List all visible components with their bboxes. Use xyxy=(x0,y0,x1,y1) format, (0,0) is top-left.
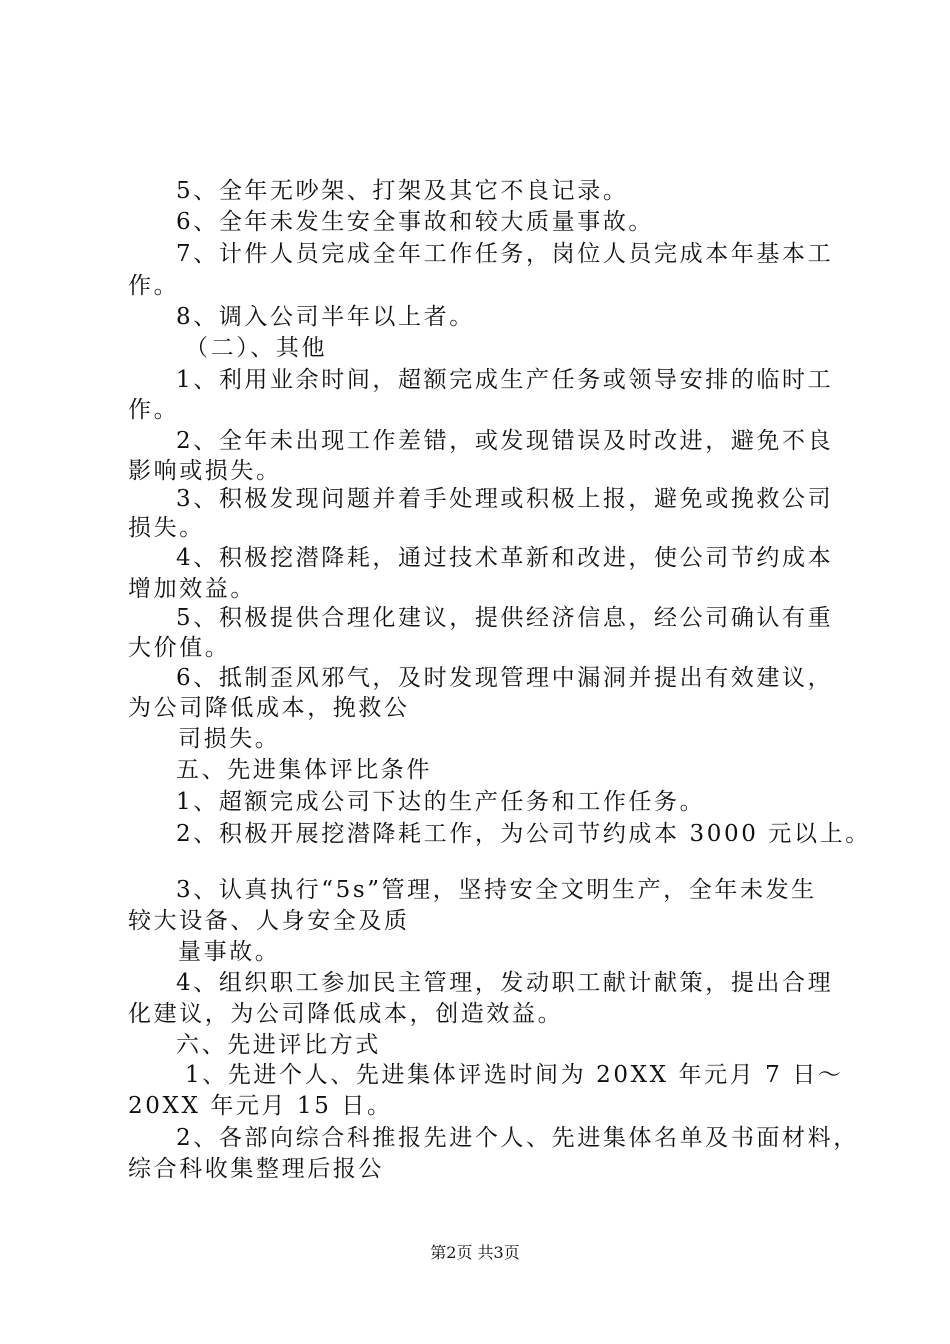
text-line: 4、积极挖潜降耗，通过技术革新和改进，使公司节约成本 xyxy=(176,545,834,571)
text-line: 5、积极提供合理化建议，提供经济信息，经公司确认有重 xyxy=(176,605,834,631)
page-number: 第2页 共3页 xyxy=(430,1243,520,1262)
text-line: 量事故。 xyxy=(178,939,281,965)
text-line: 1、先进个人、先进集体评选时间为 20XX 年元月 7 日～ xyxy=(185,1062,844,1088)
text-line: 2、各部向综合科推报先进个人、先进集体名单及书面材料， xyxy=(176,1125,859,1151)
text-line: 7、计件人员完成全年工作任务，岗位人员完成本年基本工 xyxy=(176,241,834,267)
text-line: 司损失。 xyxy=(178,726,281,752)
text-line: 20XX 年元月 15 日。 xyxy=(128,1093,393,1119)
section-heading: 六、先进评比方式 xyxy=(176,1032,381,1058)
section-heading: 五、先进集体评比条件 xyxy=(176,757,432,783)
text-line: 为公司降低成本，挽救公 xyxy=(128,695,410,721)
text-line: 2、全年未出现工作差错，或发现错误及时改进，避免不良 xyxy=(176,428,834,454)
text-line: 影响或损失。 xyxy=(128,458,282,484)
text-line: 较大设备、人身安全及质 xyxy=(128,908,410,934)
section-heading: （二）、其他 xyxy=(185,335,328,361)
text-line: 1、利用业余时间，超额完成生产任务或领导安排的临时工 xyxy=(176,367,834,393)
text-line: 5、全年无吵架、打架及其它不良记录。 xyxy=(176,178,629,204)
text-line: 6、抵制歪风邪气，及时发现管理中漏洞并提出有效建议， xyxy=(176,665,834,691)
text-line: 大价值。 xyxy=(128,635,231,661)
text-line: 4、组织职工参加民主管理，发动职工献计献策，提出合理 xyxy=(176,970,834,996)
text-line: 1、超额完成公司下达的生产任务和工作任务。 xyxy=(176,789,706,815)
text-line: 增加效益。 xyxy=(128,576,256,602)
text-line: 损失。 xyxy=(128,515,205,541)
text-line: 3、认真执行“5s”管理，坚持安全文明生产，全年未发生 xyxy=(176,877,817,903)
text-line: 化建议，为公司降低成本，创造效益。 xyxy=(128,1001,564,1027)
text-line: 6、全年未发生安全事故和较大质量事故。 xyxy=(176,209,655,235)
text-line: 2、积极开展挖潜降耗工作，为公司节约成本 3000 元以上。 xyxy=(176,821,871,847)
text-line: 3、积极发现问题并着手处理或积极上报，避免或挽救公司 xyxy=(176,486,834,512)
text-line: 作。 xyxy=(128,273,180,299)
text-line: 综合科收集整理后报公 xyxy=(128,1156,384,1182)
text-line: 作。 xyxy=(128,397,180,423)
text-line: 8、调入公司半年以上者。 xyxy=(176,304,475,330)
